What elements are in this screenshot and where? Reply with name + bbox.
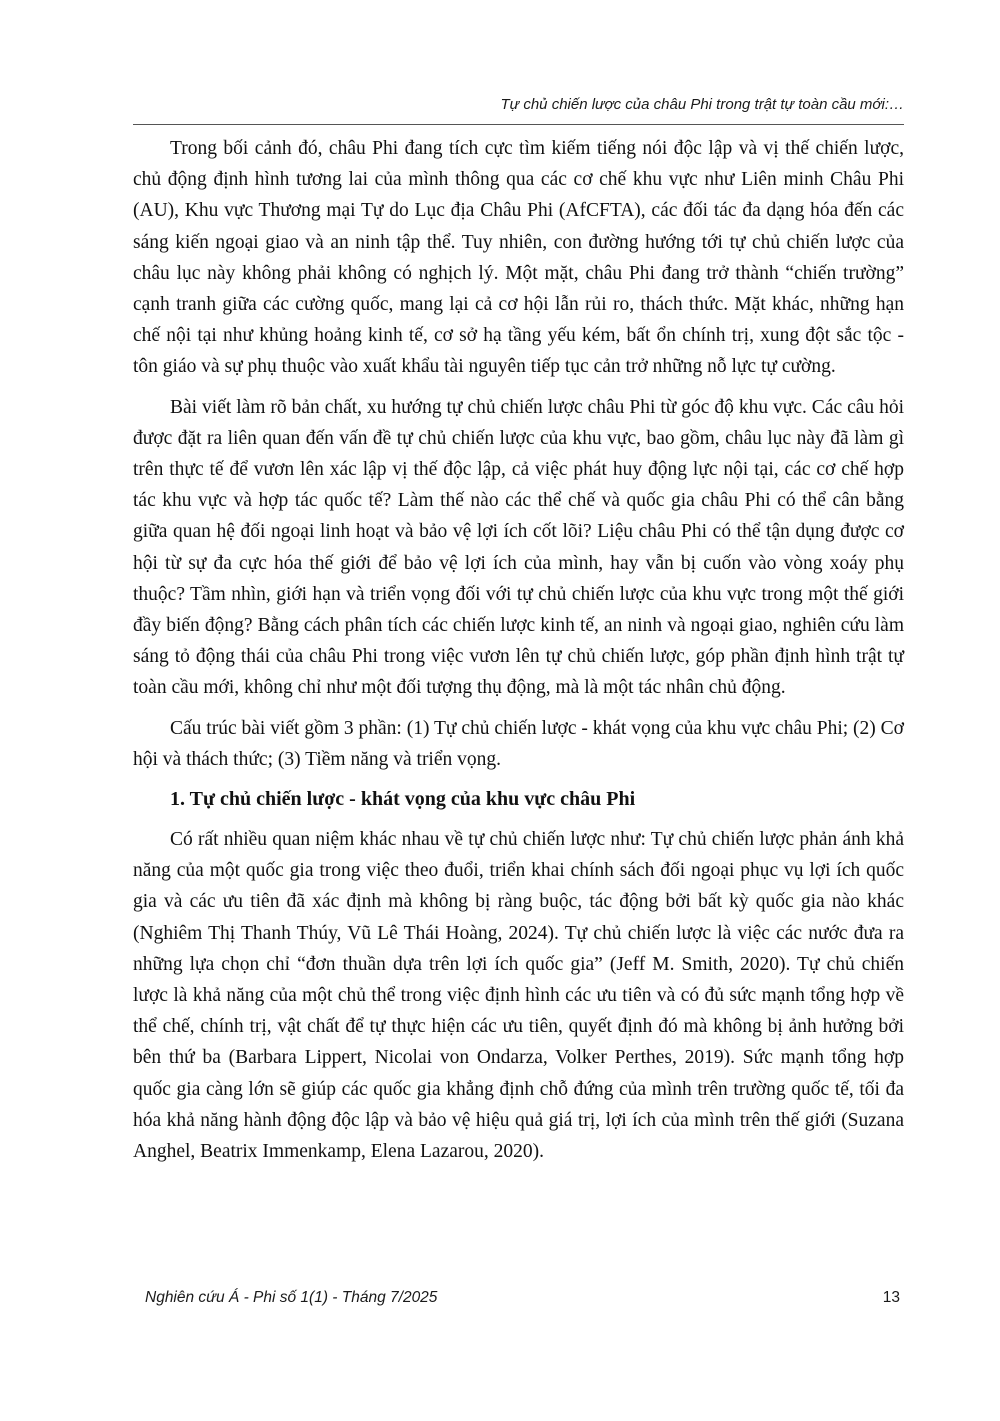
body-paragraph-2: Bài viết làm rõ bản chất, xu hướng tự chủ chiến lược châu Phi từ góc độ khu vực. Các câu hỏi được đặt ra liên quan đến vấn đề tự chủ chiến lược của khu vực, bao gồm, châu lục này đã làm gì trên thực tế để vươn lên xác lập vị thế độc lập, cả việc phát huy động lực nội tại, các cơ chế hợp tác khu vực và hợp tác quốc tế? Làm thế nào các thể chế và quốc gia châu Phi có thể cân bằng giữa quan hệ đối ngoại linh hoạt và bảo vệ lợi ích cốt lõi? Liệu châu Phi có thể tận dụng được cơ hội từ sự đa cực hóa thế giới để bảo vệ lợi ích của mình, hay vẫn bị cuốn vào vòng xoáy phụ thuộc? Tầm nhìn, giới hạn và triển vọng đối với tự chủ chiến lược của khu vực trong một thế giới đầy biến động? Bằng cách phân tích các chiến lược kinh tế, an ninh và ngoại giao, nghiên cứu làm sáng tỏ động thái của châu Phi trong việc vươn lên tự chủ chiến lược, góp phần định hình trật tự toàn cầu mới, không chỉ như một đối tượng thụ động, mà là một tác nhân chủ động. <box>133 396 904 699</box>
section-heading: 1. Tự chủ chiến lược - khát vọng của khu vực châu Phi <box>170 788 636 811</box>
section-paragraph: Có rất nhiều quan niệm khác nhau về tự chủ chiến lược như: Tự chủ chiến lược phản ánh khả năng của một quốc gia trong việc theo đuổi, triển khai chính sách đối ngoại phục vụ lợi ích quốc gia và các ưu tiên đã xác định mà không bị ràng buộc, tác động bởi bất kỳ quốc gia nào khác (Nghiêm Thị Thanh Thúy, Vũ Lê Thái Hoàng, 2024). Tự chủ chiến lược là việc các nước đưa ra những lựa chọn chỉ “đơn thuần dựa trên lợi ích quốc gia” (Jeff M. Smith, 2020). Tự chủ chiến lược là khả năng của một chủ thể trong việc định hình các ưu tiên và có đủ sức mạnh tổng hợp về thể chế, chính trị, vật chất để tự thực hiện các ưu tiên, quyết định đó mà không bị ảnh hưởng bởi bên thứ ba (Barbara Lippert, Nicolai von Ondarza, Volker Perthes, 2019). Sức mạnh tổng hợp quốc gia càng lớn sẽ giúp các quốc gia khẳng định chỗ đứng của mình trên trường quốc tế, tối đa hóa khả năng hành động độc lập và bảo vệ hiệu quả giá trị, lợi ích của mình trên thế giới (Suzana Anghel, Beatrix Immenkamp, Elena Lazarou, 2020). <box>133 829 904 1163</box>
journal-footer: Nghiên cứu Á - Phi số 1(1) - Tháng 7/2025 <box>145 1289 438 1306</box>
running-title: Tự chủ chiến lược của châu Phi trong trật tự toàn cầu mới:… <box>500 96 904 113</box>
body-paragraph-3: Cấu trúc bài viết gồm 3 phần: (1) Tự chủ chiến lược - khát vọng của khu vực châu Phi; (2) Cơ hội và thách thức; (3) Tiềm năng và triển vọng. <box>133 717 904 770</box>
article-body <box>133 133 904 1176</box>
page-number: 13 <box>882 1289 900 1306</box>
header-rule <box>133 124 904 125</box>
body-paragraph-1: Trong bối cảnh đó, châu Phi đang tích cực tìm kiếm tiếng nói độc lập và vị thế chiến lược, chủ động định hình tương lai của mình thông qua các cơ chế khu vực như Liên minh Châu Phi (AU), Khu vực Thương mại Tự do Lục địa Châu Phi (AfCFTA), các đối tác đa dạng hóa đến các sáng kiến ngoại giao và an ninh tập thể. Tuy nhiên, con đường hướng tới tự chủ chiến lược của châu lục này không phải không có nghịch lý. Một mặt, châu Phi đang trở thành “chiến trường” cạnh tranh giữa các cường quốc, mang lại cả cơ hội lẫn rủi ro, thách thức. Mặt khác, những hạn chế nội tại như khủng hoảng kinh tế, cơ sở hạ tầng yếu kém, bất ổn chính trị, xung đột sắc tộc - tôn giáo và sự phụ thuộc vào xuất khẩu tài nguyên tiếp tục cản trở những nỗ lực tự cường. <box>133 138 904 378</box>
